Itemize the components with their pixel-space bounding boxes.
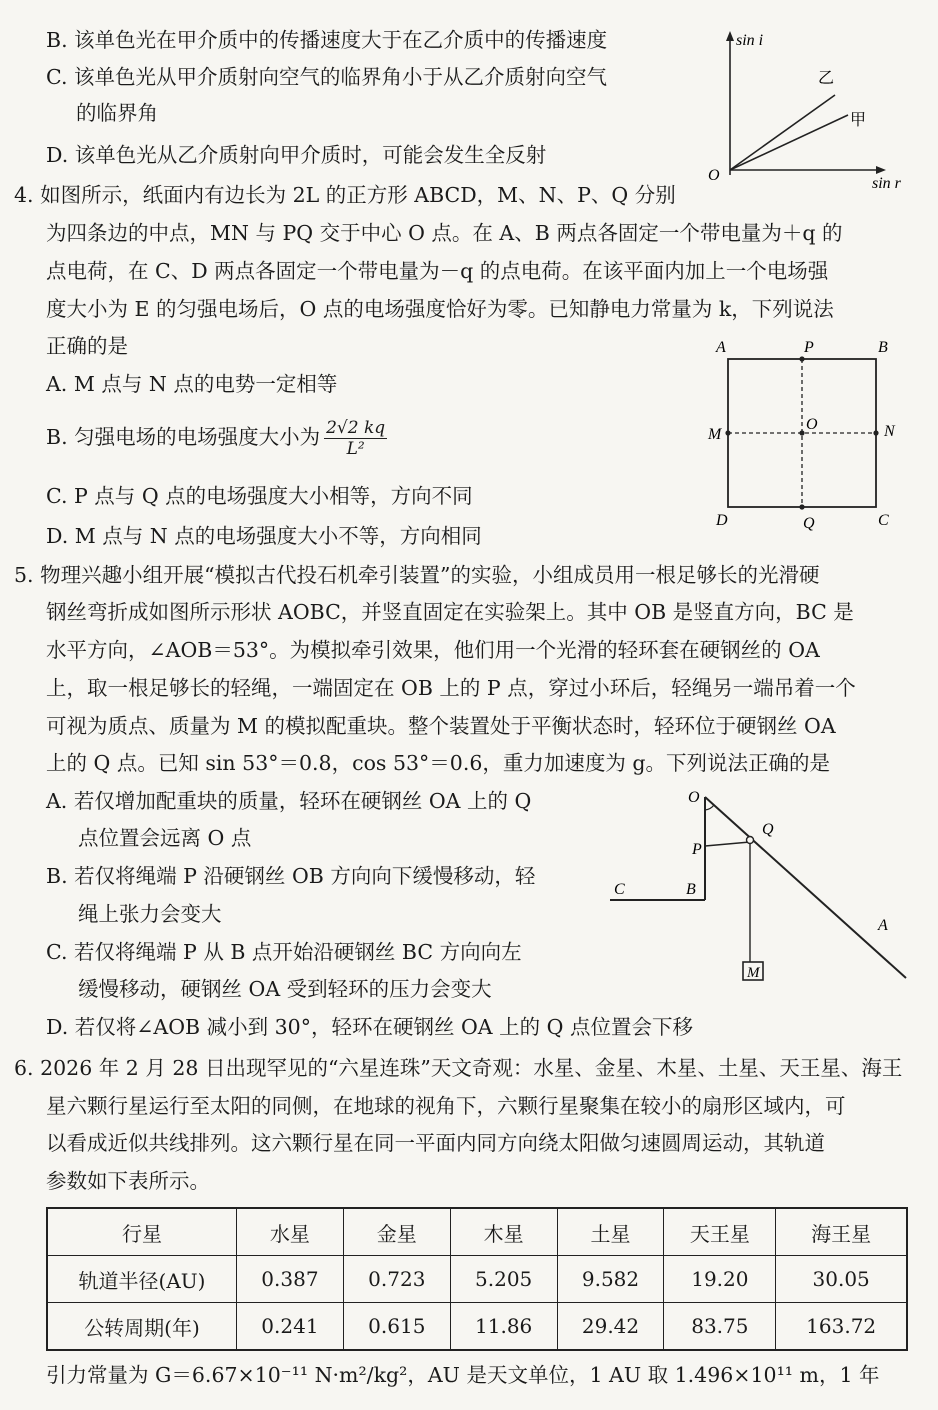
label-C: C <box>878 512 889 529</box>
q5-stem-line4: 上，取一根足够长的轻绳，一端固定在 OB 上的 P 点，穿过小环后，轻绳另一端吊着一个 <box>46 676 856 700</box>
q6-stem-line4: 参数如下表所示。 <box>46 1169 210 1193</box>
table-header-cell: 土星 <box>557 1208 664 1256</box>
graph-label-yi: 乙 <box>818 70 835 87</box>
table-header-cell: 木星 <box>450 1208 557 1256</box>
table-cell: 19.20 <box>664 1256 776 1303</box>
q4-option-b-prefix: B. 匀强电场的电场强度大小为 <box>46 425 321 449</box>
table-cell: 11.86 <box>450 1303 557 1351</box>
label-A: A <box>716 339 726 356</box>
table-cell: 5.205 <box>450 1256 557 1303</box>
table-cell: 0.723 <box>343 1256 450 1303</box>
table-cell: 0.387 <box>237 1256 344 1303</box>
table-header-row <box>47 1208 907 1256</box>
label-P: P <box>804 339 814 356</box>
table-row <box>47 1256 907 1303</box>
label-B: B <box>878 339 888 356</box>
weight-label-M: M <box>747 965 760 981</box>
table-cell: 29.42 <box>557 1303 664 1351</box>
q3-sin-graph <box>700 25 920 200</box>
graph-x-label: sin r <box>872 175 901 192</box>
q4-option-b-fraction <box>324 418 387 459</box>
q5-option-d: D. 若仅将∠AOB 减小到 30°，轻环在硬钢丝 OA 上的 Q 点位置会下移 <box>46 1015 693 1039</box>
q5-option-c-line2: 缓慢移动，硬钢丝 OA 受到轻环的压力会变大 <box>78 977 492 1001</box>
q5-stem-line5: 可视为质点、质量为 M 的模拟配重块。整个装置处于平衡状态时，轻环位于硬钢丝 OA <box>46 714 836 738</box>
graph-y-label: sin i <box>736 32 764 49</box>
q4-option-b <box>46 418 387 459</box>
table-cell: 83.75 <box>664 1303 776 1351</box>
table-header-cell: 天王星 <box>664 1208 776 1256</box>
q4-stem-line1: 4. 如图所示，纸面内有边长为 2L 的正方形 ABCD，M、N、P、Q 分别 <box>14 183 676 207</box>
q6-footer-constants: 引力常量为 G＝6.67×10⁻¹¹ N·m²/kg²，AU 是天文单位，1 AU 取 1.496×10¹¹ m，1 年 <box>46 1363 880 1387</box>
q6-stem-line2: 星六颗行星运行至太阳的同侧，在地球的视角下，六颗行星聚集在较小的扇形区域内，可 <box>46 1094 846 1118</box>
orbit-parameter-table <box>46 1207 908 1351</box>
wire-label-P: P <box>692 841 702 858</box>
table-row <box>47 1303 907 1351</box>
table-cell: 30.05 <box>776 1256 907 1303</box>
q3-option-c-line1: C. 该单色光从甲介质射向空气的临界角小于从乙介质射向空气 <box>46 65 607 89</box>
wire-label-A: A <box>878 917 888 934</box>
q5-stem-line1: 5. 物理兴趣小组开展“模拟古代投石机牵引装置”的实验，小组成员用一根足够长的光滑硬 <box>14 563 820 587</box>
q4-option-a: A. M 点与 N 点的电势一定相等 <box>46 372 338 396</box>
table-header-cell: 金星 <box>343 1208 450 1256</box>
label-D: D <box>716 512 728 529</box>
q4-stem-line5: 正确的是 <box>46 334 128 358</box>
q4-stem-line2: 为四条边的中点，MN 与 PQ 交于中心 O 点。在 A、B 两点各固定一个带电量为＋q 的 <box>46 221 843 245</box>
wire-label-B: B <box>686 881 696 898</box>
graph-line-jia <box>730 115 848 170</box>
table-header-cell: 行星 <box>47 1208 237 1256</box>
graph-label-jia: 甲 <box>850 112 867 129</box>
q5-option-b-line2: 绳上张力会变大 <box>78 902 222 926</box>
q5-stem-line6: 上的 Q 点。已知 sin 53°＝0.8，cos 53°＝0.6，重力加速度为 g。下列说法正确的是 <box>46 751 831 775</box>
q6-stem-line1: 6. 2026 年 2 月 28 日出现罕见的“六星连珠”天文奇观：水星、金星、木星、土星、天王星、海王 <box>14 1056 903 1080</box>
q3-option-c-line2: 的临界角 <box>76 101 158 125</box>
q4-stem-line3: 点电荷，在 C、D 两点各固定一个带电量为－q 的点电荷。在该平面内加上一个电场强 <box>46 259 829 283</box>
q5-option-a-line1: A. 若仅增加配重块的质量，轻环在硬钢丝 OA 上的 Q <box>46 789 532 813</box>
table-cell: 9.582 <box>557 1256 664 1303</box>
q3-option-d: D. 该单色光从乙介质射向甲介质时，可能会发生全反射 <box>46 143 547 167</box>
q5-option-b-line1: B. 若仅将绳端 P 沿硬钢丝 OB 方向向下缓慢移动，轻 <box>46 864 536 888</box>
label-N: N <box>884 423 895 440</box>
label-O: O <box>806 416 818 433</box>
q3-option-b: B. 该单色光在甲介质中的传播速度大于在乙介质中的传播速度 <box>46 28 608 52</box>
q6-stem-line3: 以看成近似共线排列。这六颗行星在同一平面内同方向绕太阳做匀速圆周运动，其轨道 <box>46 1131 825 1155</box>
q5-wire-figure <box>600 782 920 1002</box>
fraction-numerator: 2√2 kq <box>326 418 386 438</box>
q5-option-a-line2: 点位置会远离 O 点 <box>78 826 252 850</box>
table-cell: 公转周期(年) <box>47 1303 237 1351</box>
q5-stem-line3: 水平方向，∠AOB＝53°。为模拟牵引效果，他们用一个光滑的轻环套在硬钢丝的 OA <box>46 638 820 662</box>
label-M: M <box>708 426 722 443</box>
q5-option-c-line1: C. 若仅将绳端 P 从 B 点开始沿硬钢丝 BC 方向向左 <box>46 940 522 964</box>
graph-origin: O <box>708 167 720 184</box>
table-cell: 轨道半径(AU) <box>47 1256 237 1303</box>
q4-square-figure <box>700 335 910 535</box>
table-header-cell: 水星 <box>237 1208 344 1256</box>
fraction-denominator: L² <box>346 439 365 459</box>
table-cell: 0.615 <box>343 1303 450 1351</box>
label-Q: Q <box>803 515 815 532</box>
q5-stem-line2: 钢丝弯折成如图所示形状 AOBC，并竖直固定在实验架上。其中 OB 是竖直方向，BC 是 <box>46 600 854 624</box>
q4-option-c: C. P 点与 Q 点的电场强度大小相等，方向不同 <box>46 484 473 508</box>
table-cell: 163.72 <box>776 1303 907 1351</box>
wire-label-C: C <box>614 881 625 898</box>
wire-label-O: O <box>688 789 700 806</box>
table-header-cell: 海王星 <box>776 1208 907 1256</box>
q4-stem-line4: 度大小为 E 的匀强电场后，O 点的电场强度恰好为零。已知静电力常量为 k，下列说法 <box>46 297 834 321</box>
graph-line-yi <box>730 95 835 170</box>
table-cell: 0.241 <box>237 1303 344 1351</box>
q4-option-d: D. M 点与 N 点的电场强度大小不等，方向相同 <box>46 524 482 548</box>
wire-label-Q: Q <box>762 821 774 838</box>
